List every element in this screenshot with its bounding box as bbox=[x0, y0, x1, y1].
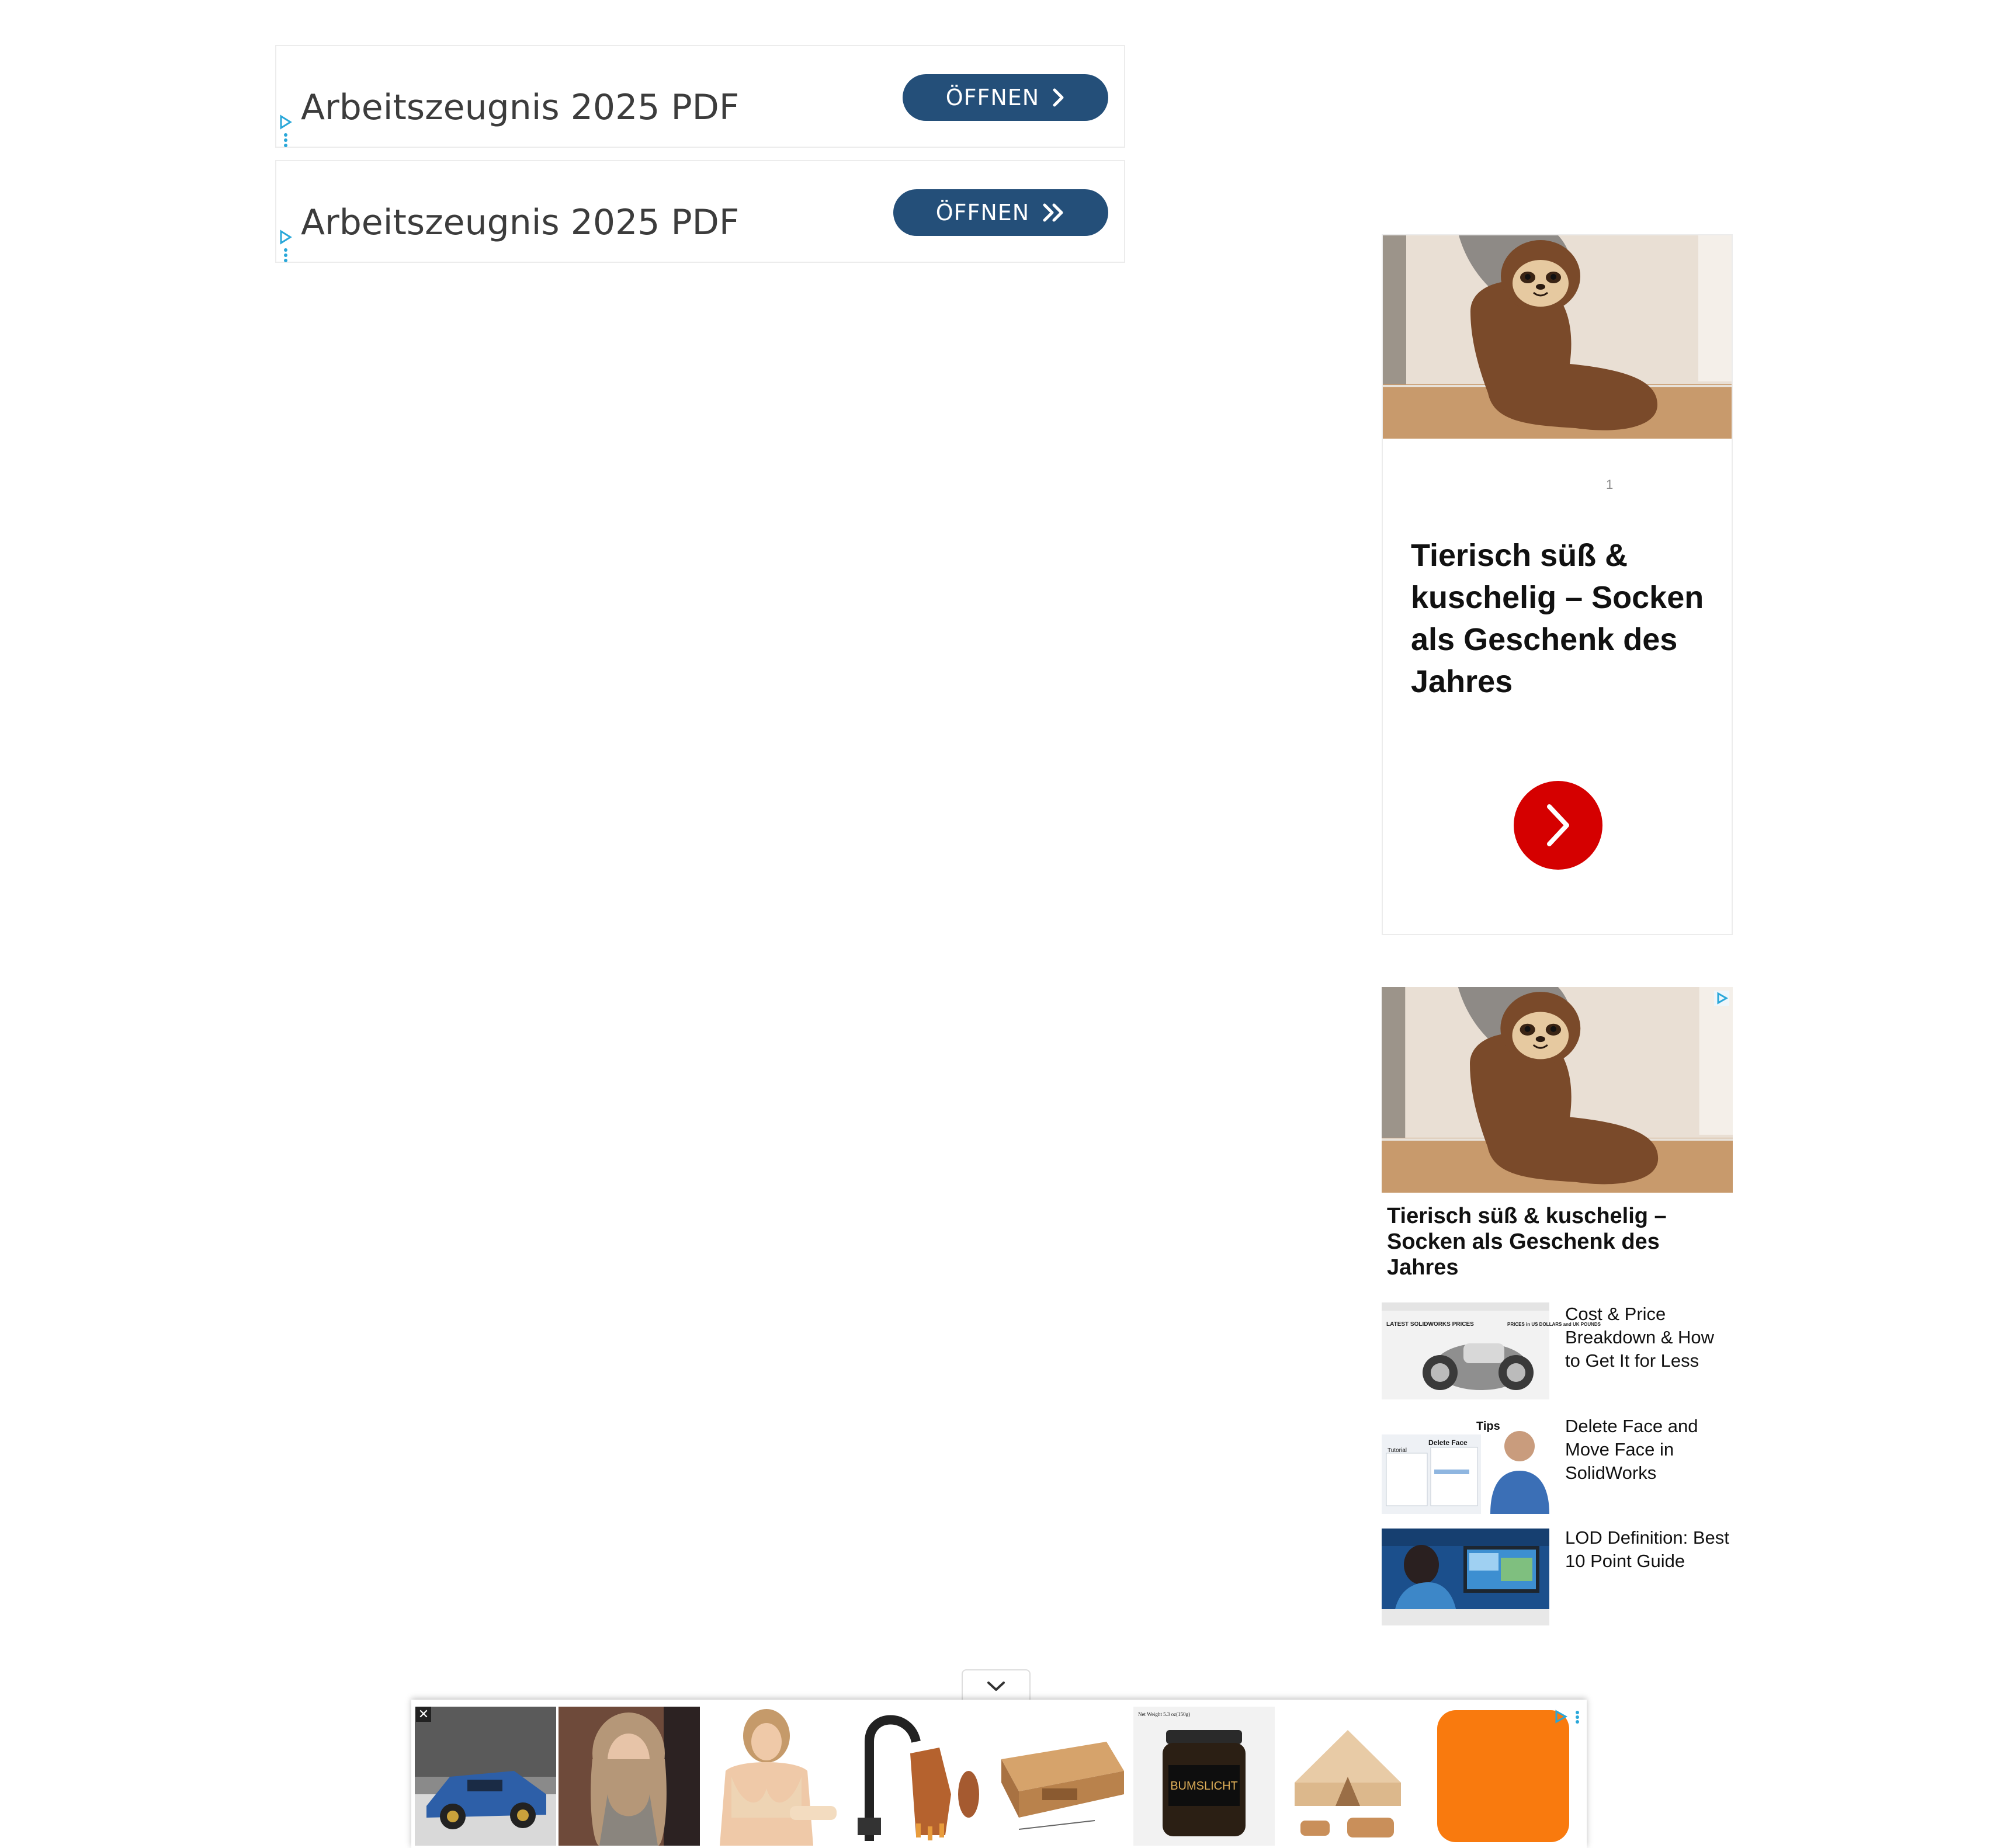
product-tile-car[interactable] bbox=[415, 1707, 556, 1846]
double-chevron-right-icon bbox=[1042, 203, 1066, 223]
lod-definition-thumbnail[interactable] bbox=[1382, 1529, 1549, 1625]
product-tile-tent[interactable] bbox=[1277, 1707, 1418, 1846]
thumb-text-right: PRICES in US DOLLARS and UK POUNDS bbox=[1507, 1322, 1601, 1327]
chevron-right-icon bbox=[1052, 88, 1065, 107]
ad-headline[interactable]: Tierisch süß & kuschelig – Socken als Geschenk des Jahres bbox=[1387, 1204, 1667, 1280]
open-button-label: ÖFFNEN bbox=[935, 200, 1030, 225]
product-tile-bra[interactable] bbox=[702, 1707, 844, 1846]
text-ad-2[interactable] bbox=[275, 160, 1125, 263]
solidworks-price-thumbnail[interactable] bbox=[1382, 1302, 1601, 1399]
product-tile-wig[interactable] bbox=[559, 1707, 700, 1846]
sloth-sock-image[interactable] bbox=[1382, 987, 1733, 1193]
next-button[interactable] bbox=[1514, 781, 1602, 870]
adchoices-icon[interactable] bbox=[278, 229, 294, 264]
sidebar-ad-card[interactable] bbox=[1382, 234, 1733, 935]
product-tile-shelf[interactable] bbox=[990, 1707, 1131, 1846]
text-ad-1[interactable] bbox=[275, 45, 1125, 148]
open-button[interactable] bbox=[893, 189, 1108, 236]
sidebar-ad-card-2[interactable] bbox=[1382, 987, 1733, 1280]
open-button[interactable] bbox=[903, 74, 1108, 121]
delete-face-thumbnail[interactable] bbox=[1382, 1417, 1549, 1514]
open-button-label: ÖFFNEN bbox=[945, 85, 1040, 110]
thumb-text-tips: Tips bbox=[1476, 1420, 1500, 1433]
adchoices-icon[interactable] bbox=[1554, 1708, 1583, 1725]
ad-headline[interactable]: Tierisch süß & kuschelig – Socken als Geschenk des Jahres bbox=[1411, 538, 1704, 699]
brand-logo-tile[interactable] bbox=[1437, 1710, 1569, 1842]
ad-title[interactable]: Arbeitszeugnis 2025 PDF bbox=[301, 87, 740, 128]
adchoices-icon[interactable] bbox=[1714, 991, 1729, 1006]
related-post-title[interactable]: Cost & Price Breakdown & How to Get It for Less bbox=[1565, 1304, 1715, 1371]
close-icon[interactable]: ✕ bbox=[416, 1707, 431, 1722]
thumb-text-delete-face: Delete Face bbox=[1428, 1439, 1468, 1447]
ad-title[interactable]: Arbeitszeugnis 2025 PDF bbox=[301, 202, 740, 243]
sloth-sock-image[interactable] bbox=[1383, 235, 1732, 439]
chevron-down-icon bbox=[986, 1680, 1006, 1692]
product-tile-hand[interactable] bbox=[846, 1707, 987, 1846]
product-tile-candle[interactable] bbox=[1133, 1707, 1275, 1846]
adchoices-icon[interactable] bbox=[278, 114, 294, 149]
candle-weight: Net Weight 5.3 oz(150g) bbox=[1138, 1711, 1191, 1717]
thumb-text-left: LATEST SOLIDWORKS PRICES bbox=[1386, 1321, 1474, 1328]
collapse-bar-button[interactable] bbox=[962, 1669, 1031, 1702]
chevron-right-icon bbox=[1543, 802, 1573, 849]
thumb-text-tutorial: Tutorial bbox=[1388, 1447, 1407, 1454]
candle-label: BUMSLICHT bbox=[1170, 1780, 1238, 1793]
tiny-text: 1 bbox=[1606, 477, 1614, 492]
related-post-title[interactable]: LOD Definition: Best 10 Point Guide bbox=[1565, 1527, 1729, 1571]
related-post-title[interactable]: Delete Face and Move Face in SolidWorks bbox=[1565, 1416, 1698, 1483]
